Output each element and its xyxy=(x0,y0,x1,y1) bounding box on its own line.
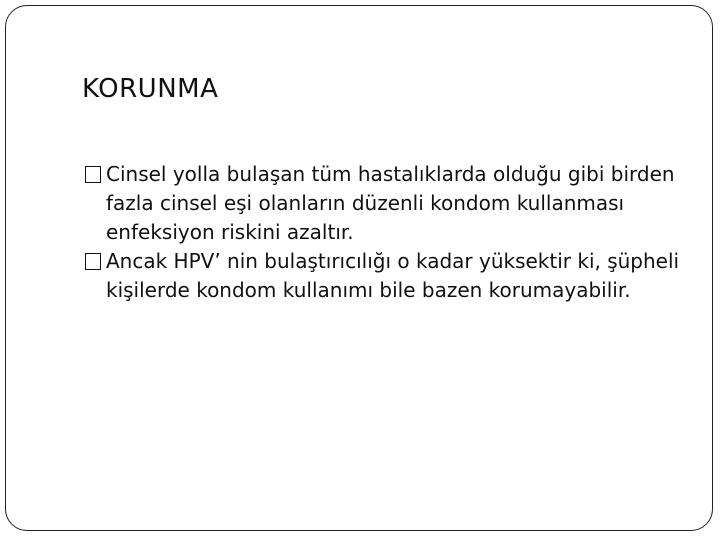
bullet-box-icon xyxy=(85,166,101,183)
slide-title: KORUNMA xyxy=(82,74,219,104)
bullet-box-icon xyxy=(85,253,101,270)
slide-body xyxy=(84,160,704,305)
bullet-text: Cinsel yolla bulaşan tüm hastalıklarda olduğu gibi birden fazla cinsel eşi olanların düzenli kondom kullanması enfeksiyon riskini azaltır. xyxy=(106,162,675,244)
bullet-item xyxy=(84,247,704,305)
bullet-text: Ancak HPV’ nin bulaştırıcılığı o kadar yüksektir ki, şüpheli kişilerde kondom kullanımı bile bazen korumayabilir. xyxy=(106,249,680,302)
slide-frame xyxy=(5,5,713,531)
bullet-item xyxy=(84,160,704,247)
